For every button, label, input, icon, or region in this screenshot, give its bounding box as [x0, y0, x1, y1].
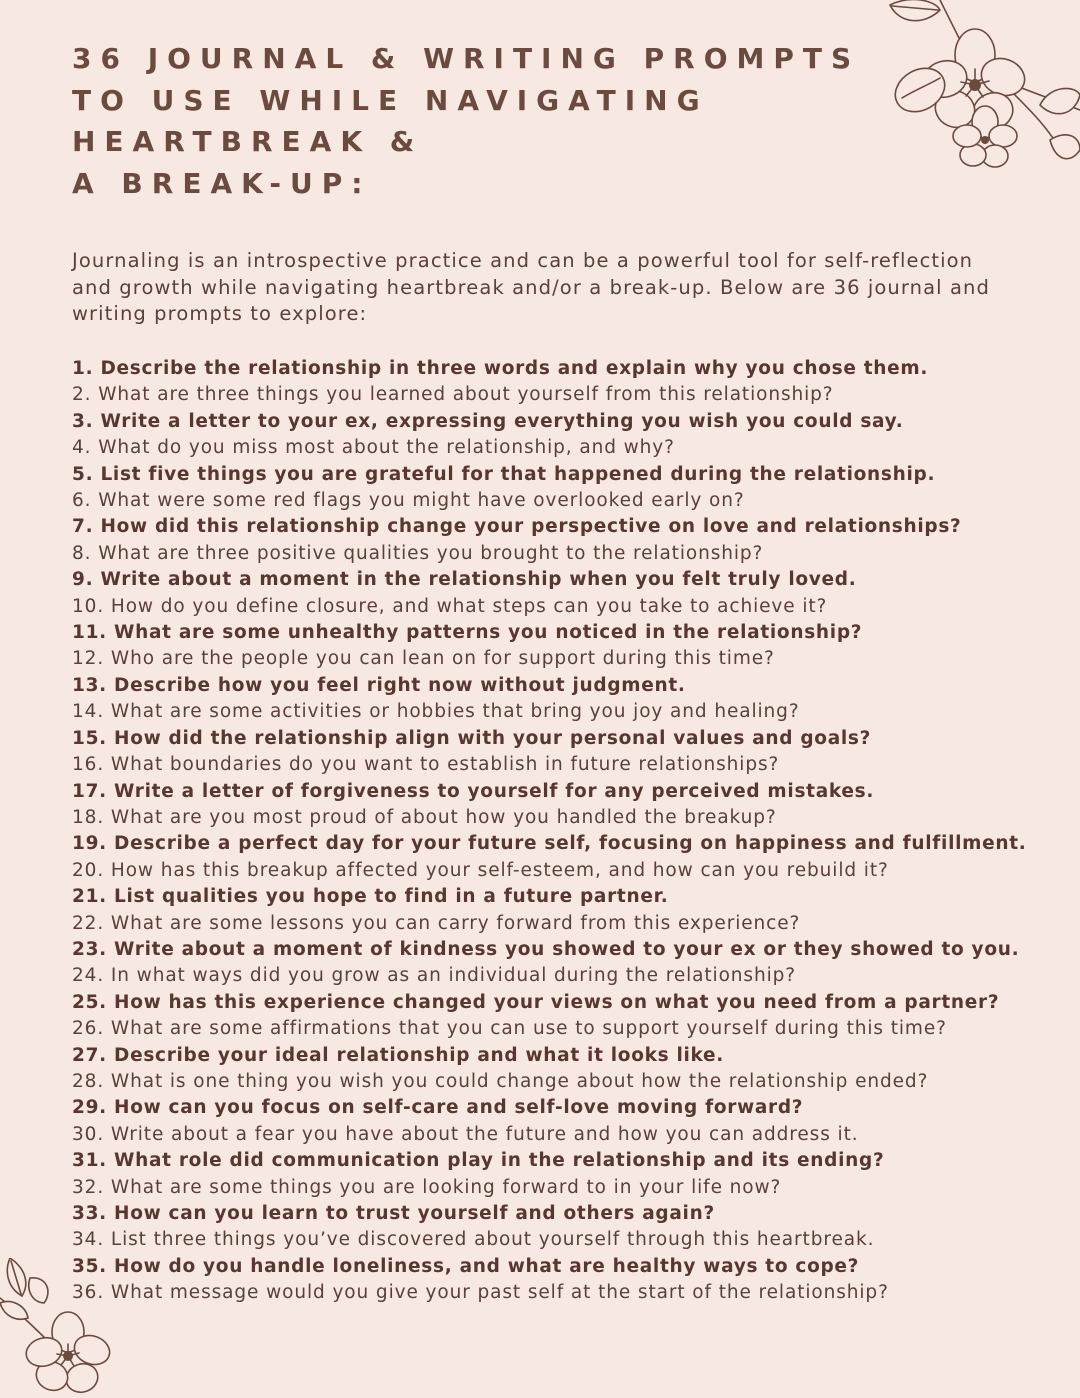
- prompt-item: 28. What is one thing you wish you could change about how the relationship ended?: [72, 1070, 929, 1092]
- prompt-item: 7. How did this relationship change your perspective on love and relationships?: [72, 516, 962, 538]
- prompt-list: [72, 356, 1027, 1307]
- intro-line-3: writing prompts to explore:: [72, 302, 368, 326]
- prompt-item: 5. List five things you are grateful for that happened during the relationship.: [72, 463, 936, 485]
- prompt-item: 25. How has this experience changed your views on what you need from a partner?: [72, 991, 1000, 1013]
- prompt-item: 19. Describe a perfect day for your future self, focusing on happiness and fulfillment.: [72, 833, 1027, 855]
- title-line-1: 36 JOURNAL & WRITING PROMPTS: [72, 42, 861, 75]
- intro-line-1: Journaling is an introspective practice and can be a powerful tool for self-reflection: [72, 249, 974, 272]
- intro-line-2: and growth while navigating heartbreak and/or a break-up. Below are 36 journal and: [72, 275, 990, 299]
- prompt-item: 8. What are three positive qualities you brought to the relationship?: [72, 542, 764, 564]
- prompt-item: 26. What are some affirmations that you can use to support yourself during this time?: [72, 1018, 947, 1040]
- prompt-item: 3. Write a letter to your ex, expressing everything you wish you could say.: [72, 410, 904, 432]
- prompt-item: 6. What were some red flags you might have overlooked early on?: [72, 490, 745, 512]
- prompt-item: 36. What message would you give your past self at the start of the relationship?: [72, 1282, 889, 1304]
- prompt-item: 22. What are some lessons you can carry forward from this experience?: [72, 912, 801, 934]
- prompt-item: 14. What are some activities or hobbies that bring you joy and healing?: [72, 701, 800, 723]
- prompt-item: 1. Describe the relationship in three words and explain why you chose them.: [72, 358, 929, 379]
- title-line-2: TO USE WHILE NAVIGATING: [72, 83, 709, 117]
- prompt-item: 24. In what ways did you grow as an individual during the relationship?: [72, 965, 797, 987]
- prompt-item: 35. How do you handle loneliness, and what are healthy ways to cope?: [72, 1255, 860, 1277]
- prompt-item: 32. What are some things you are looking forward to in your life now?: [72, 1176, 782, 1198]
- prompt-item: 23. Write about a moment of kindness you showed to your ex or they showed to you.: [72, 938, 1020, 960]
- floral-corner-bottom-left-icon: [0, 1258, 115, 1398]
- prompt-item: 13. Describe how you feel right now without judgment.: [72, 674, 686, 696]
- prompt-item: 12. Who are the people you can lean on for support during this time?: [72, 648, 775, 670]
- prompt-item: 2. What are three things you learned about yourself from this relationship?: [72, 384, 834, 406]
- prompt-item: 9. Write about a moment in the relationship when you felt truly loved.: [72, 569, 857, 591]
- prompt-item: 34. List three things you’ve discovered about yourself through this heartbreak.: [72, 1229, 875, 1251]
- prompt-item: 29. How can you focus on self-care and self-love moving forward?: [72, 1097, 804, 1119]
- prompt-item: 33. How can you learn to trust yourself and others again?: [72, 1203, 715, 1224]
- prompt-item: 27. Describe your ideal relationship and what it looks like.: [72, 1044, 725, 1066]
- prompt-item: 21. List qualities you hope to find in a future partner.: [72, 886, 669, 908]
- prompt-item: 11. What are some unhealthy patterns you noticed in the relationship?: [72, 622, 863, 644]
- prompt-item: 31. What role did communication play in the relationship and its ending?: [72, 1150, 885, 1172]
- prompt-item: 10. How do you define closure, and what steps can you take to achieve it?: [72, 595, 828, 617]
- intro-paragraph: [72, 248, 1002, 328]
- prompt-item: 18. What are you most proud of about how you handled the breakup?: [72, 806, 777, 828]
- prompt-item: 15. How did the relationship align with your personal values and goals?: [72, 727, 872, 749]
- prompt-item: 20. How has this breakup affected your self-esteem, and how can you rebuild it?: [72, 859, 889, 881]
- prompt-item: 16. What boundaries do you want to establish in future relationships?: [72, 754, 780, 776]
- prompt-item: 17. Write a letter of forgiveness to yourself for any perceived mistakes.: [72, 780, 875, 802]
- floral-corner-top-right-icon: [880, 0, 1080, 180]
- title-line-4: A BREAK-UP:: [72, 166, 372, 200]
- prompt-item: 4. What do you miss most about the relationship, and why?: [72, 437, 675, 459]
- prompt-item: 30. Write about a fear you have about the future and how you can address it.: [72, 1123, 859, 1145]
- page-title: [72, 38, 892, 204]
- title-line-3: HEARTBREAK &: [72, 125, 424, 158]
